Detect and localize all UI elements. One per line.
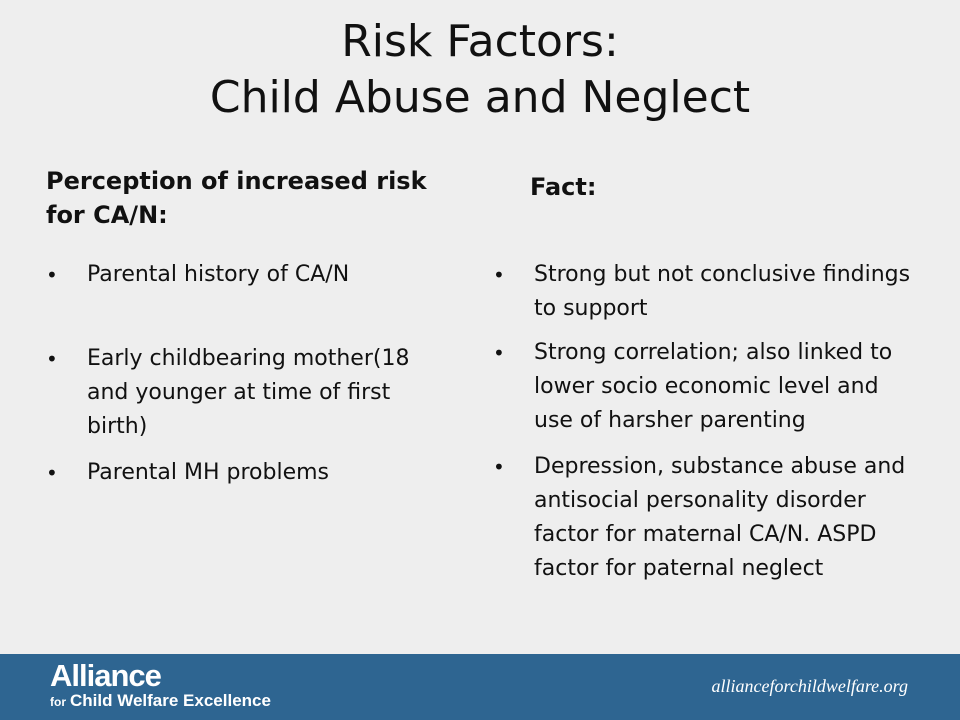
bullet-icon: • [493, 263, 505, 287]
bullet-text: Parental history of CA/N [87, 262, 350, 287]
left-heading-line-2: for CA/N: [46, 201, 168, 229]
list-item [46, 258, 447, 292]
logo-wordmark: Alliance [50, 658, 161, 693]
title-line-2: Child Abuse and Neglect [209, 72, 751, 123]
list-item [46, 342, 447, 444]
footer-bar [0, 654, 960, 720]
list-item [493, 258, 918, 326]
right-column-heading: Fact: [530, 173, 597, 201]
bullet-text: Strong but not conclusive findings to support [534, 262, 911, 321]
bullet-text: Depression, substance abuse and antisocial personality disorder factor for maternal CA/N. ASPD factor for paternal neglect [534, 454, 906, 581]
bullet-text: Strong correlation; also linked to lower socio economic level and use of harsher parenting [534, 340, 893, 433]
left-column-heading [46, 164, 436, 232]
list-item [493, 450, 918, 586]
logo-subtitle [50, 691, 271, 712]
list-item [46, 456, 447, 490]
bullet-icon: • [46, 461, 58, 485]
bullet-icon: • [46, 263, 58, 287]
bullet-text: Early childbearing mother(18 and younger at time of first birth) [87, 346, 410, 439]
bullet-text: Parental MH problems [87, 460, 330, 485]
slide-title [0, 14, 960, 126]
title-line-1: Risk Factors: [341, 16, 619, 67]
bullet-icon: • [46, 347, 58, 371]
left-heading-line-1: Perception of increased risk [46, 167, 427, 195]
bullet-icon: • [493, 455, 505, 479]
logo-for: for [50, 695, 66, 709]
bullet-icon: • [493, 341, 505, 365]
logo-subtitle-text: Child Welfare Excellence [70, 691, 271, 710]
alliance-logo [50, 660, 271, 712]
footer-url: allianceforchildwelfare.org [711, 676, 908, 696]
list-item [493, 336, 918, 438]
